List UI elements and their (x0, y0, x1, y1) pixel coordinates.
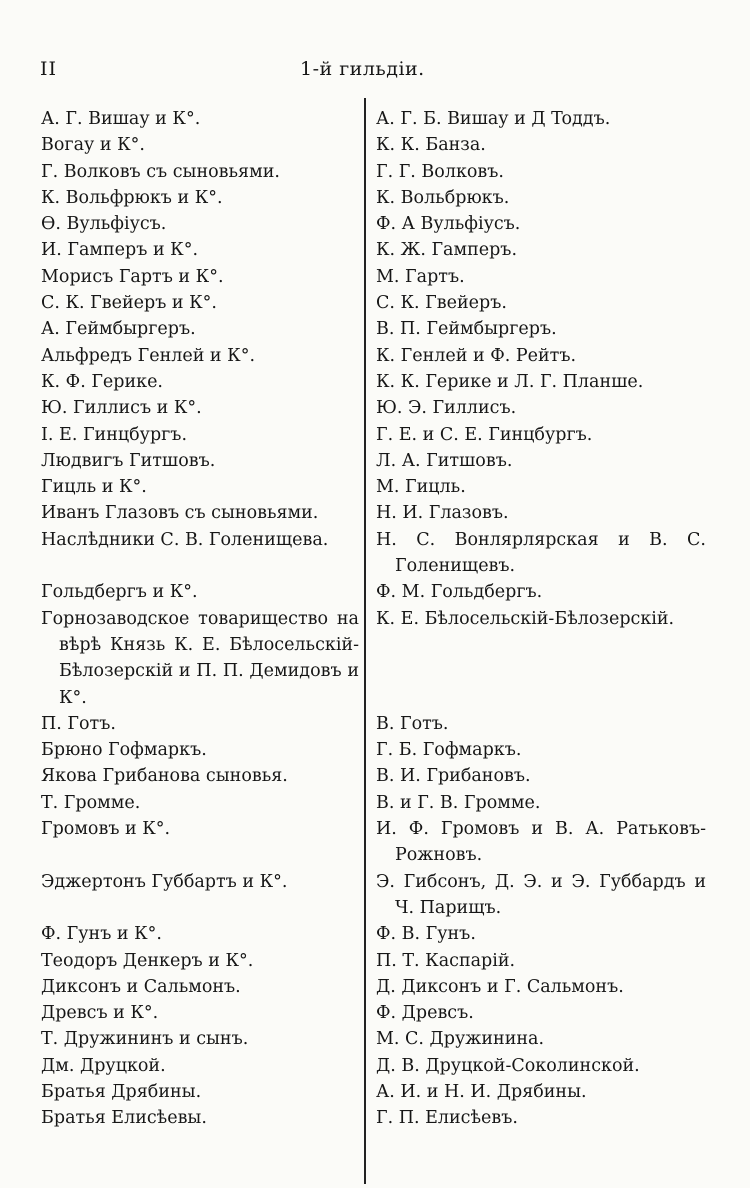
owner-entry: Г. Б. Гофмаркъ. (376, 740, 522, 761)
owner-entry: М. Гартъ. (376, 266, 465, 287)
firm-entry: Морисъ Гартъ и К°. (41, 266, 224, 287)
firm-entry: Людвигъ Гитшовъ. (41, 450, 216, 471)
page-number: II (40, 58, 58, 80)
firm-entry: Т. Громме. (41, 792, 141, 813)
firm-entry: К. Вольфрюкъ и К°. (41, 187, 223, 208)
owner-entry: К. Вольбрюкъ. (376, 187, 510, 208)
owner-entry: М. С. Дружинина. (376, 1029, 545, 1050)
firm-entry: Теодоръ Денкеръ и К°. (41, 950, 254, 971)
owner-entry: А. И. и Н. И. Дрябины. (376, 1081, 587, 1102)
firm-entry: Диксонъ и Сальмонъ. (41, 976, 241, 997)
firm-entry: Ю. Гиллисъ и К°. (41, 398, 202, 419)
row-spacer (376, 632, 706, 711)
firm-entry: Горнозаводское товарищество на вѣрѣ Князь К. Е. Бѣлосельскій-Бѣлозерскій и П. П. Демидовъ и К°. (41, 608, 359, 708)
firm-entry: Громовъ и К°. (41, 819, 171, 840)
running-head: 1-й гильдіи. (300, 58, 425, 80)
owner-entry: Н. С. Вонлярлярская и В. С. Голенищевъ. (376, 529, 706, 577)
owner-entry: Н. И. Глазовъ. (376, 503, 509, 524)
owner-entry: К. Ж. Гамперъ. (376, 240, 518, 261)
owner-entry: С. К. Гвейеръ. (376, 293, 507, 314)
firm-entry: Иванъ Глазовъ съ сыновьями. (41, 503, 319, 524)
owner-entry: Ю. Э. Гиллисъ. (376, 398, 517, 419)
owner-entry: Л. А. Гитшовъ. (376, 450, 513, 471)
firm-entry: Гольдбергъ и К°. (41, 582, 198, 603)
owner-entry: А. Г. Б. Вишау и Д Toддъ. (376, 109, 611, 129)
owner-entry: В. П. Геймбыргеръ. (376, 319, 557, 340)
firm-entry: Древсъ и К°. (41, 1003, 159, 1024)
firm-names-column (41, 106, 359, 1132)
firm-entry: П. Готъ. (41, 713, 116, 734)
firm-entry: Ѳ. Вульфіусъ. (41, 214, 167, 235)
row-spacer (41, 895, 359, 921)
owner-entry: В. Готъ. (376, 713, 449, 734)
firm-entry: А. Г. Вишау и К°. (41, 109, 201, 129)
firm-entry: Дм. Друцкой. (41, 1055, 166, 1076)
owner-entry: И. Ф. Громовъ и В. А. Ратьковъ-Рожновъ. (376, 819, 706, 866)
firm-entry: Брюно Гофмаркъ. (41, 740, 207, 761)
owner-entry: К. К. Герике и Л. Г. Планше. (376, 371, 644, 392)
owner-entry: К. Е. Бѣлосельскій-Бѣлозерскій. (376, 608, 675, 629)
firm-entry: И. Гамперъ и К°. (41, 240, 199, 261)
firm-entry: Эджертонъ Губбартъ и К°. (41, 871, 288, 892)
firm-entry: С. К. Гвейеръ и К°. (41, 293, 217, 314)
firm-entry: К. Ф. Герике. (41, 371, 163, 392)
owner-entry: Г. Е. и С. Е. Гинцбургъ. (376, 424, 593, 445)
firm-entry: Наслѣдники С. В. Голенищева. (41, 529, 329, 550)
owner-entry: В. И. Грибановъ. (376, 766, 531, 787)
row-spacer (41, 553, 359, 579)
owner-entry: Г. Г. Волковъ. (376, 161, 504, 182)
owner-entry: К. К. Банза. (376, 135, 486, 156)
owner-entry: К. Генлей и Ф. Рейтъ. (376, 345, 577, 366)
owner-entry: Ф. А Вульфіусъ. (376, 214, 521, 235)
firm-entry: Гицль и К°. (41, 477, 147, 498)
firm-entry: Братья Елисѣевы. (41, 1108, 207, 1129)
owner-entry: В. и Г. В. Громме. (376, 792, 541, 813)
firm-entry: Т. Дружининъ и сынъ. (41, 1029, 249, 1050)
owner-entry: Ф. Древсъ. (376, 1003, 474, 1024)
owner-entry: Д. В. Друцкой-Соколинской. (376, 1055, 640, 1076)
owner-entry: Ф. М. Гольдбергъ. (376, 582, 543, 603)
owners-column (376, 106, 706, 1132)
owner-entry: Э. Гибсонъ, Д. Э. и Э. Губбардъ и Ч. Парищъ. (376, 871, 706, 918)
firm-entry: Якова Грибанова сыновья. (41, 766, 288, 787)
column-divider (364, 98, 366, 1184)
firm-entry: А. Геймбыргеръ. (41, 319, 196, 340)
owner-entry: П. Т. Каспарій. (376, 950, 516, 971)
firm-entry: Вогау и К°. (41, 135, 145, 156)
firm-entry: Альфредъ Генлей и К°. (41, 345, 256, 366)
owner-entry: Д. Диксонъ и Г. Сальмонъ. (376, 976, 624, 997)
owner-entry: М. Гицль. (376, 477, 466, 498)
owner-entry: Г. П. Елисѣевъ. (376, 1108, 518, 1129)
row-spacer (41, 842, 359, 868)
firm-entry: Г. Волковъ съ сыновьями. (41, 161, 280, 182)
owner-entry: Ф. В. Гунъ. (376, 924, 476, 945)
firm-entry: Ф. Гунъ и К°. (41, 924, 162, 945)
firm-entry: І. Е. Гинцбургъ. (41, 424, 188, 445)
firm-entry: Братья Дрябины. (41, 1081, 202, 1102)
